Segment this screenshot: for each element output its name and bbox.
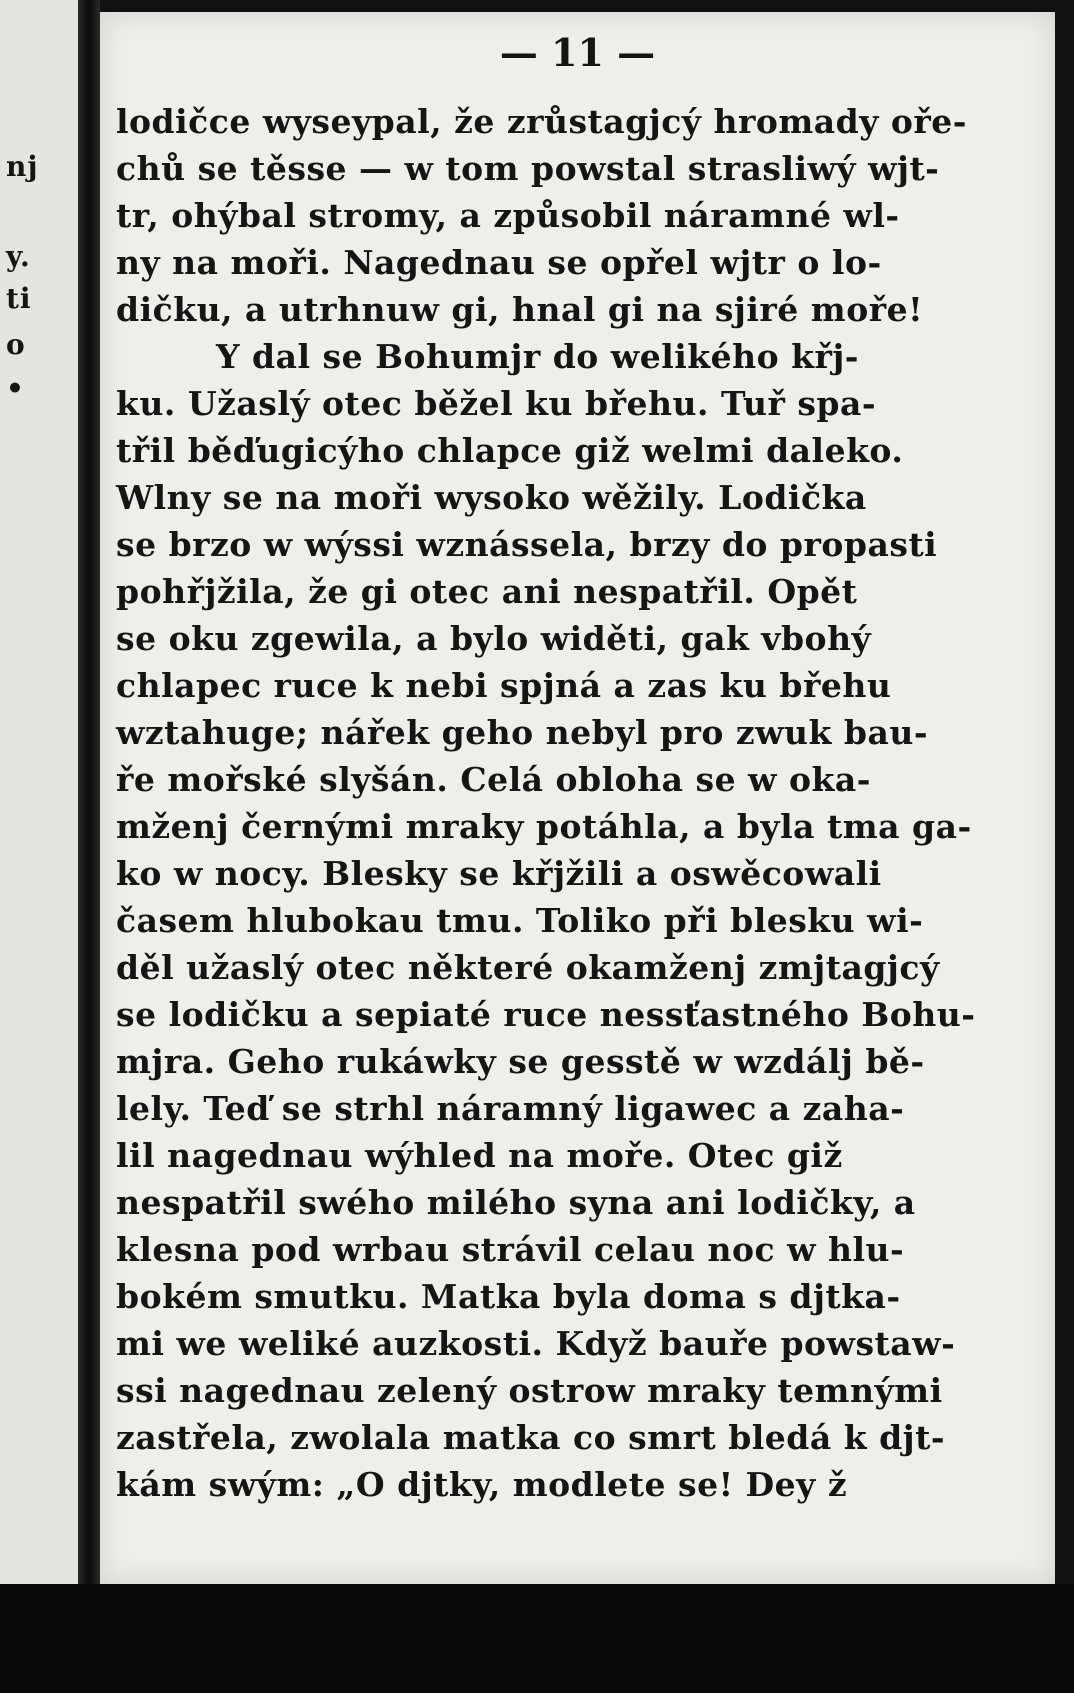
text-line: se lodičku a sepiaté ruce nessťastného Bohu- <box>116 995 976 1034</box>
text-line: lodičce wyseypal, že zrůstagjcý hromady oře- <box>116 102 967 141</box>
text-line: bokém smutku. Matka byla doma s djtka- <box>116 1277 901 1316</box>
left-page-fragment: ti <box>6 282 32 315</box>
text-line: ko w nocy. Blesky se křjžili a oswěcowali <box>116 854 882 893</box>
text-line: klesna pod wrbau strávil celau noc w hlu- <box>116 1230 905 1269</box>
text-line: Wlny se na moři wysoko wěžily. Lodička <box>116 478 867 517</box>
text-line: nespatřil swého milého syna ani lodičky, a <box>116 1183 916 1222</box>
left-page-fragment: y. <box>6 240 31 273</box>
text-line: lil nagednau wýhled na moře. Otec giž <box>116 1136 843 1175</box>
text-line: kám swým: „O djtky, modlete se! Dey ž <box>116 1465 848 1504</box>
text-line: chů se těsse — w tom powstal strasliwý wjt- <box>116 149 940 188</box>
text-line: ře mořské slyšán. Celá obloha se w oka- <box>116 760 871 799</box>
text-line: ku. Užaslý otec běžel ku břehu. Tuř spa- <box>116 384 877 423</box>
left-page-fragment: nj <box>6 150 39 183</box>
text-line: Y dal se Bohumjr do welikého křj- <box>216 337 860 376</box>
text-line: mjra. Geho rukáwky se gesstě w wzdálj bě- <box>116 1042 925 1081</box>
text-line: mi we weliké auzkosti. Když bauře powstaw- <box>116 1324 956 1363</box>
text-line: třil běďugicýho chlapce giž welmi daleko. <box>116 431 904 470</box>
text-line: zastřela, zwolala matka co smrt bledá k djt- <box>116 1418 946 1457</box>
text-line: časem hlubokau tmu. Toliko při blesku wi- <box>116 901 924 940</box>
book-page <box>100 12 1055 1584</box>
text-line: wztahuge; nářek geho nebyl pro zwuk bau- <box>116 713 929 752</box>
page-number: — 11 — <box>499 30 656 75</box>
previous-page-edge <box>0 0 78 1693</box>
text-line: tr, ohýbal stromy, a způsobil náramné wl- <box>116 196 900 235</box>
text-line: lely. Teď se strhl náramný ligawec a zaha- <box>116 1089 905 1128</box>
text-line: chlapec ruce k nebi spjná a zas ku břehu <box>116 666 892 705</box>
text-line: se oku zgewila, a bylo widěti, gak vbohý <box>116 619 872 658</box>
text-line: se brzo w wýssi wznássela, brzy do propasti <box>116 525 938 564</box>
scan-background <box>0 1584 1074 1693</box>
left-page-fragment: • <box>6 372 25 405</box>
page-text <box>116 98 1046 1508</box>
left-page-fragment: o <box>6 328 26 361</box>
text-line: mženj černými mraky potáhla, a byla tma ga- <box>116 807 972 846</box>
book-gutter <box>78 0 100 1693</box>
text-line: děl užaslý otec některé okamženj zmjtagjcý <box>116 948 940 987</box>
text-line: ny na moři. Nagednau se opřel wjtr o lo- <box>116 243 882 282</box>
text-line: pohřjžila, že gi otec ani nespatřil. Opět <box>116 572 858 611</box>
text-line: dičku, a utrhnuw gi, hnal gi na sjiré moře! <box>116 290 924 329</box>
text-line: ssi nagednau zelený ostrow mraky temnými <box>116 1371 943 1410</box>
